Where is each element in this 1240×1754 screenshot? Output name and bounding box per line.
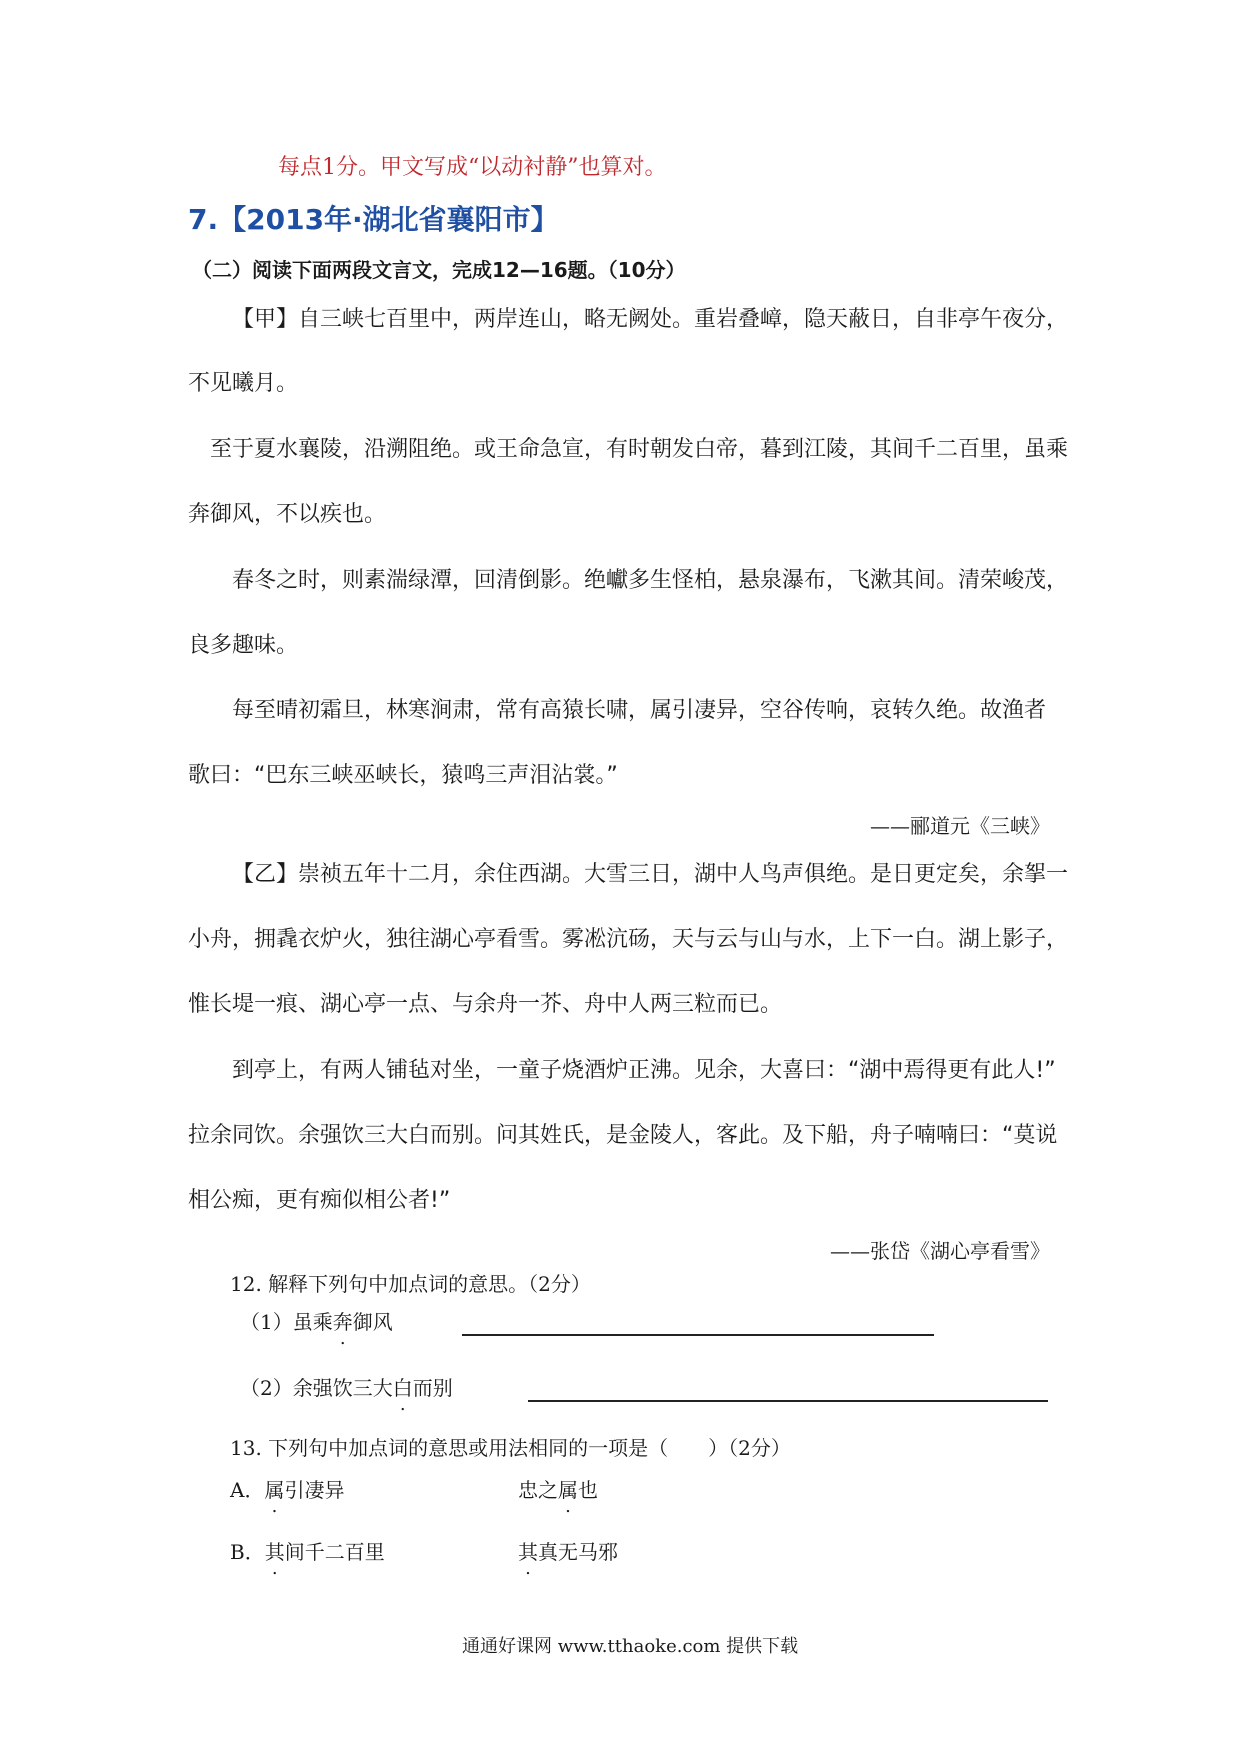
dotted-word: 属 <box>558 1478 578 1502</box>
section-heading: 7.【2013年·湖北省襄阳市】 <box>188 203 559 236</box>
q12-stem: 12. 解释下列句中加点词的意思。（2分） <box>230 1272 591 1296</box>
jia-line-3: 至于夏水襄陵，沿溯阻绝。或王命急宣，有时朝发白帝，暮到江陵，其间千二百里，虽乘 <box>210 437 1069 462</box>
q12-item-1: （1）虽乘奔御风 <box>240 1310 393 1334</box>
jia-line-8: 歌曰：“巴东三峡巫峡长，猿鸣三声泪沾裳。” <box>188 763 618 788</box>
yi-line-5: 拉余同饮。余强饮三大白而别。问其姓氏，是金陵人，客此。及下船，舟子喃喃曰：“莫说 <box>188 1123 1058 1148</box>
jia-line-6: 良多趣味。 <box>188 633 299 658</box>
jia-line-7: 每至晴初霜旦，林寒涧肃，常有高猿长啸，属引凄异，空谷传响，哀转久绝。故渔者 <box>232 698 1047 723</box>
dotted-word: 其 <box>518 1540 538 1564</box>
scoring-note: 每点1分。甲文写成“以动衬静”也算对。 <box>278 155 667 180</box>
q13-option-a-compare: 忠之属也 <box>518 1478 598 1502</box>
yi-line-3: 惟长堤一痕、湖心亭一点、与余舟一芥、舟中人两三粒而已。 <box>188 992 783 1017</box>
q13-option-b-compare: 其真无马邪 <box>518 1540 618 1564</box>
yi-line-6: 相公痴，更有痴似相公者!” <box>188 1188 451 1213</box>
reading-instruction: （二）阅读下面两段文言文，完成12—16题。（10分） <box>192 258 686 282</box>
q12-item-2: （2）余强饮三大白而别 <box>240 1376 453 1400</box>
jia-line-4: 奔御风，不以疾也。 <box>188 502 387 527</box>
jia-source: ——郦道元《三峡》 <box>870 814 1050 838</box>
q13-stem: 13. 下列句中加点词的意思或用法相同的一项是（ ）（2分） <box>230 1436 791 1460</box>
yi-line-4: 到亭上，有两人铺毡对坐，一童子烧酒炉正沸。见余，大喜曰：“湖中焉得更有此人!” <box>232 1058 1056 1083</box>
dotted-word: 奔 <box>332 1310 353 1334</box>
yi-source: ——张岱《湖心亭看雪》 <box>830 1239 1050 1263</box>
dotted-word: 其 <box>264 1540 285 1564</box>
jia-line-2: 不见曦月。 <box>188 371 299 396</box>
q12-answer-line-1[interactable] <box>462 1334 934 1336</box>
yi-line-1: 【乙】崇祯五年十二月，余住西湖。大雪三日，湖中人鸟声俱绝。是日更定矣，余挐一 <box>232 862 1069 887</box>
jia-line-1: 【甲】自三峡七百里中，两岸连山，略无阙处。重岩叠嶂，隐天蔽日，自非亭午夜分， <box>232 307 1069 332</box>
q13-option-a[interactable]: A．属引凄异 <box>230 1478 345 1502</box>
jia-line-5: 春冬之时，则素湍绿潭，回清倒影。绝巘多生怪柏，悬泉瀑布，飞漱其间。清荣峻茂， <box>232 568 1069 593</box>
q12-answer-line-2[interactable] <box>528 1400 1048 1402</box>
dotted-word: 属 <box>264 1478 285 1502</box>
yi-line-2: 小舟，拥毳衣炉火，独往湖心亭看雪。雾凇沆砀，天与云与山与水，上下一白。湖上影子， <box>188 927 1069 952</box>
page-footer: 通通好课网 www.tthaoke.com 提供下载 <box>462 1636 799 1657</box>
dotted-word: 白 <box>392 1376 413 1400</box>
q13-option-b[interactable]: B．其间千二百里 <box>230 1540 385 1564</box>
